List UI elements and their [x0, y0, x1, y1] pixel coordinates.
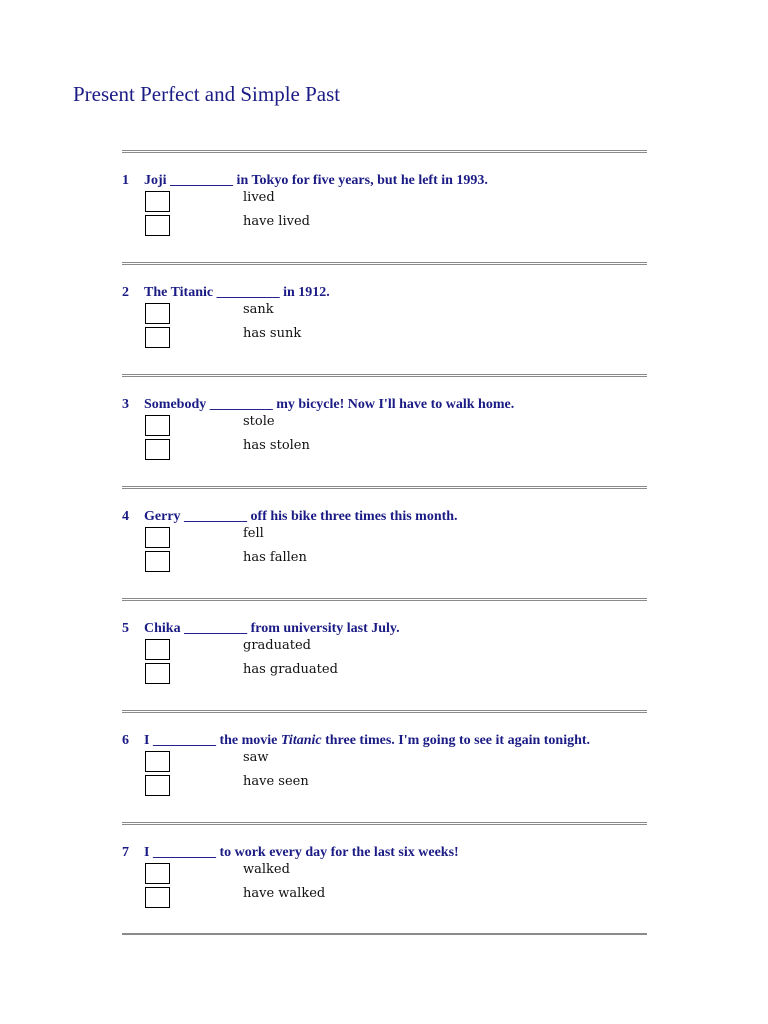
option-label: has graduated [243, 662, 338, 677]
answer-checkbox[interactable] [145, 527, 170, 548]
answer-checkbox[interactable] [145, 191, 170, 212]
answer-checkbox[interactable] [145, 663, 170, 684]
question-number: 7 [122, 845, 129, 860]
answer-checkbox[interactable] [145, 439, 170, 460]
question-2 [122, 285, 652, 351]
question-1 [122, 173, 652, 239]
option-label: have seen [243, 774, 309, 789]
divider [122, 933, 647, 935]
divider [122, 374, 647, 377]
answer-checkbox[interactable] [145, 415, 170, 436]
question-text: Joji _________ in Tokyo for five years, but he left in 1993. [144, 173, 488, 188]
question-text: The Titanic _________ in 1912. [144, 285, 330, 300]
question-5 [122, 621, 652, 687]
divider [122, 486, 647, 489]
page-title: Present Perfect and Simple Past [73, 82, 341, 106]
option-label: walked [243, 862, 290, 877]
question-text: Gerry _________ off his bike three times this month. [144, 509, 458, 524]
question-3 [122, 397, 652, 463]
option-label: has sunk [243, 326, 302, 341]
option-label: have lived [243, 214, 310, 229]
answer-checkbox[interactable] [145, 863, 170, 884]
divider [122, 710, 647, 713]
answer-checkbox[interactable] [145, 327, 170, 348]
question-number: 6 [122, 733, 129, 748]
option-label: sank [243, 302, 274, 317]
answer-checkbox[interactable] [145, 775, 170, 796]
question-text: I _________ to work every day for the last six weeks! [144, 845, 459, 860]
divider [122, 598, 647, 601]
question-number: 4 [122, 509, 129, 524]
question-number: 5 [122, 621, 129, 636]
option-label: fell [243, 526, 264, 541]
option-label: stole [243, 414, 275, 429]
option-label: lived [243, 190, 275, 205]
question-number: 2 [122, 285, 129, 300]
option-label: saw [243, 750, 269, 765]
answer-checkbox[interactable] [145, 551, 170, 572]
answer-checkbox[interactable] [145, 887, 170, 908]
divider [122, 262, 647, 265]
option-label: graduated [243, 638, 311, 653]
question-number: 1 [122, 173, 129, 188]
answer-checkbox[interactable] [145, 303, 170, 324]
question-7 [122, 845, 652, 911]
question-6 [122, 733, 652, 799]
option-label: has fallen [243, 550, 307, 565]
question-number: 3 [122, 397, 129, 412]
question-4 [122, 509, 652, 575]
answer-checkbox[interactable] [145, 751, 170, 772]
answer-checkbox[interactable] [145, 215, 170, 236]
question-text: Chika _________ from university last July. [144, 621, 400, 636]
answer-checkbox[interactable] [145, 639, 170, 660]
option-label: has stolen [243, 438, 310, 453]
option-label: have walked [243, 886, 326, 901]
divider [122, 150, 647, 153]
question-text: Somebody _________ my bicycle! Now I'll have to walk home. [144, 397, 515, 412]
divider [122, 822, 647, 825]
question-text: I _________ the movie Titanic three times. I'm going to see it again tonight. [144, 733, 591, 748]
